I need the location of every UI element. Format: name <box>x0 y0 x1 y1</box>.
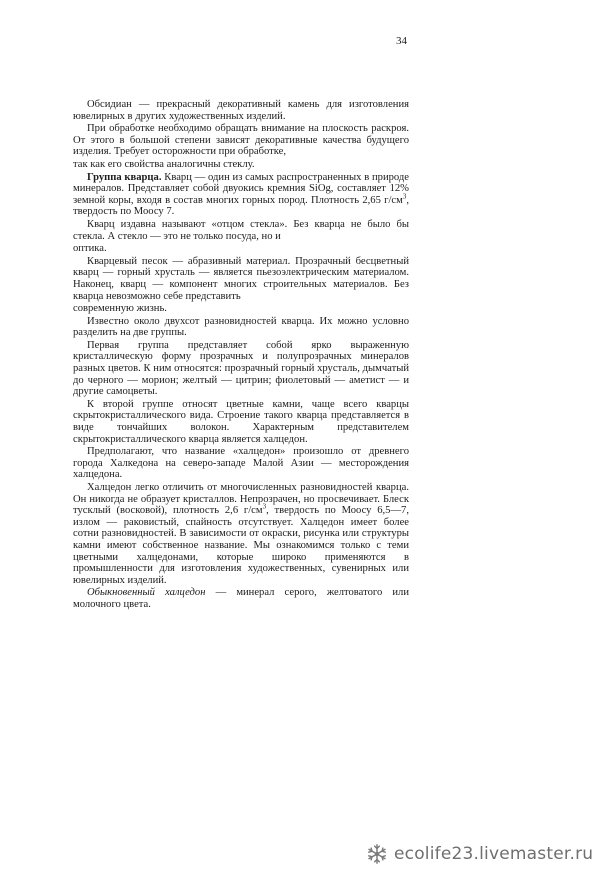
common-chalcedony-text: — минерал серого, желтоватого или молочного цвета. <box>73 587 409 610</box>
paragraph-processing-tail: так как его свойства аналогичны стеклу. <box>73 158 255 170</box>
snowflake-logo-icon <box>366 843 388 865</box>
common-chalcedony-term: Обыкновенный халцедон <box>87 587 206 599</box>
chalcedony-text: Халцедон легко отличить от многочисленных разновидностей кварца. Он никогда не образует кристаллов. Непрозрачен, но просвечивает. Блеск тусклый (восковой), плотность 2,6 г/см <box>73 482 409 517</box>
paragraph-second-group: К второй группе относят цветные камни, чаще всего кварцы скрытокристаллического вида. Строение такого кварца представляется в виде тончайших волокон. Характерным представителем скрытокристаллического кварца является халцедон. <box>73 398 409 445</box>
paragraph-chalcedony-properties <box>73 482 409 586</box>
paragraph-chalcedony-name: Предполагают, что название «халцедон» произошло от древнего города Халкедона на северо-западе Малой Азии — месторождения халцедона. <box>73 446 409 481</box>
chalcedony-density-superscript: 3 <box>262 502 267 511</box>
watermark-text: ecolife23.livemaster.ru <box>394 844 594 864</box>
paragraph-quartz-group <box>73 172 409 218</box>
watermark <box>366 843 593 865</box>
chalcedony-tail: , твердость по Моосу 6,5—7, излом — раковистый, спайность отсутствует. Халцедон имеет более сотни разновидностей. В зависимости от окраски, рисунка или структуры камни имеют собственное название. Мы ознакомимся только с теми цветными халцедонами, которые широко применяются в промышленности для изготовления художественных, сувенирных или ювелирных изделий. <box>73 505 410 586</box>
paragraph-processing: При обработке необходимо обращать внимание на плоскость раскроя. От этого в большой степени зависят декоративные качества будущего изделия. Требует осторожности при обработке, <box>73 123 409 158</box>
section-heading-quartz: Группа кварца. <box>87 171 162 183</box>
paragraph-first-group: Первая группа представляет собой ярко выраженную кристаллическую форму прозрачных и полупрозрачных минералов разных цветов. К ним относятся: прозрачный горный хрусталь, дымчатый до черного — морион; желтый — цитрин; фиолетовый — аметист — и другие самоцветы. <box>73 339 409 398</box>
paragraph-quartz-sand-tail: современную жизнь. <box>73 303 167 315</box>
quartz-group-text: Кварц — один из самых распространенных в природе минералов. Представляет собой двуокись кремния SiOg, составляет 12% земной коры, входя в состав многих горных пород. Плотность 2,65 г/см <box>73 171 410 206</box>
density-superscript: 3 <box>402 192 407 201</box>
paragraph-father-of-glass: Кварц издавна называют «отцом стекла». Без кварца не было бы стекла. А стекло — это не только посуда, но и <box>73 218 409 242</box>
paragraph-varieties: Известно около двухсот разновидностей кварца. Их можно условно разделить на две группы. <box>73 315 409 339</box>
paragraph-father-of-glass-tail: оптика. <box>73 243 107 255</box>
paragraph-quartz-sand: Кварцевый песок — абразивный материал. Прозрачный бесцветный кварц — горный хрусталь — является пьезоэлектрическим материалом. Наконец, кварц — компонент многих строительных материалов. Без кварца невозможно себе представить <box>73 255 409 302</box>
document-body <box>73 99 409 611</box>
paragraph-obsidian: Обсидиан — прекрасный декоративный камень для изготовления ювелирных в других художественных изделий. <box>73 99 409 122</box>
paragraph-common-chalcedony <box>73 587 409 610</box>
quartz-group-tail: , твердость по Моосу 7. <box>73 194 409 218</box>
page-number: 34 <box>396 35 407 47</box>
